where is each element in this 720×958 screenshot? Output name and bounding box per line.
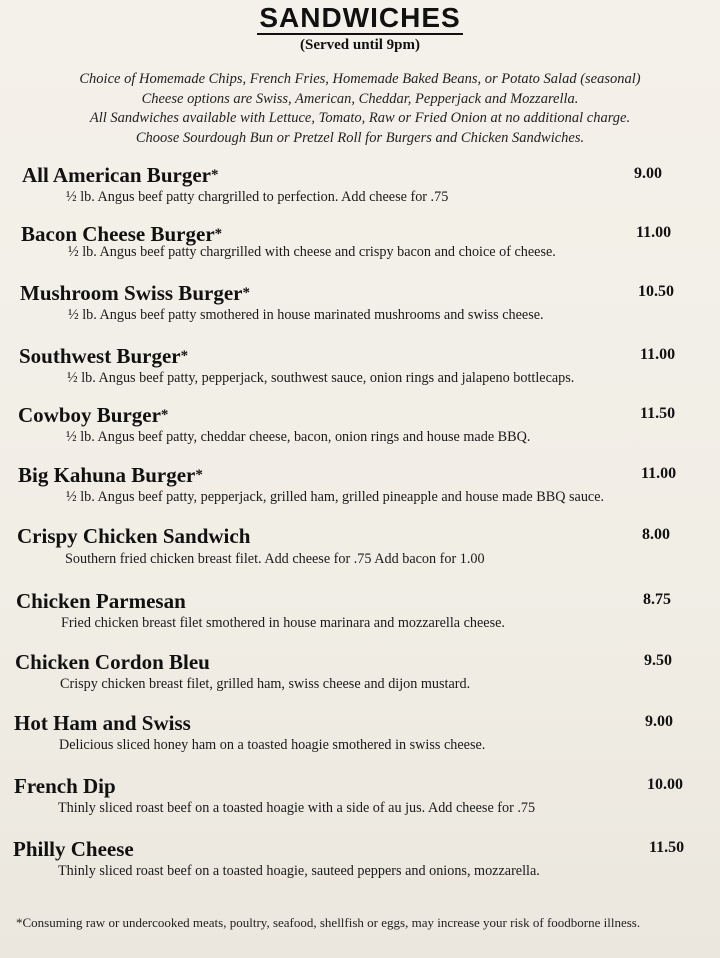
- item-name: Big Kahuna Burger*: [18, 463, 203, 487]
- item-name: Chicken Parmesan: [16, 589, 186, 613]
- menu-item: [0, 463, 720, 523]
- item-star: *: [214, 226, 223, 242]
- item-name: Mushroom Swiss Burger*: [20, 281, 250, 305]
- item-star: *: [160, 407, 169, 423]
- item-description: Southern fried chicken breast filet. Add cheese for .75 Add bacon for 1.00: [65, 551, 485, 567]
- item-name: Crispy Chicken Sandwich: [17, 524, 251, 548]
- item-description: ½ lb. Angus beef patty chargrilled with cheese and crispy bacon and choice of cheese.: [68, 244, 556, 260]
- item-name: Hot Ham and Swiss: [14, 711, 191, 735]
- item-price: 8.75: [643, 591, 671, 608]
- intro-block: [0, 70, 720, 148]
- item-description: ½ lb. Angus beef patty, pepperjack, southwest sauce, onion rings and jalapeno bottlecaps.: [67, 370, 575, 386]
- item-description: Fried chicken breast filet smothered in house marinara and mozzarella cheese.: [61, 615, 505, 631]
- item-star: *: [242, 285, 250, 301]
- item-price: 9.50: [644, 652, 672, 669]
- item-name: Cowboy Burger*: [18, 403, 169, 427]
- item-name: Philly Cheese: [13, 837, 134, 861]
- item-price: 10.00: [647, 776, 683, 793]
- item-price: 10.50: [638, 283, 674, 300]
- item-description: Delicious sliced honey ham on a toasted hoagie smothered in swiss cheese.: [59, 737, 486, 753]
- menu-item: [0, 524, 720, 584]
- item-star: *: [210, 167, 219, 183]
- item-price: 8.00: [642, 526, 670, 543]
- health-disclaimer: *Consuming raw or undercooked meats, poultry, seafood, shellfish or eggs, may increase your risk of foodborne illness.: [16, 915, 641, 930]
- item-name: Bacon Cheese Burger*: [21, 222, 223, 246]
- item-name: Chicken Cordon Bleu: [15, 650, 210, 674]
- item-description: ½ lb. Angus beef patty smothered in house marinated mushrooms and swiss cheese.: [68, 307, 544, 323]
- menu-item: [0, 837, 720, 897]
- item-price: 11.50: [649, 839, 685, 856]
- item-price: 11.50: [640, 405, 676, 422]
- menu-item: [0, 650, 720, 710]
- intro-line: All Sandwiches available with Lettuce, Tomato, Raw or Fried Onion at no additional charge.: [89, 110, 631, 126]
- menu-item: [0, 222, 720, 282]
- menu-title: [0, 2, 720, 34]
- item-description: Thinly sliced roast beef on a toasted hoagie, sauteed peppers and onions, mozzarella.: [58, 863, 540, 879]
- menu-item: [0, 344, 720, 404]
- item-price: 11.00: [641, 465, 677, 482]
- menu-item: [0, 774, 720, 834]
- item-name: French Dip: [14, 774, 116, 798]
- menu-item: [0, 711, 720, 771]
- item-star: *: [195, 467, 203, 483]
- intro-line: Choose Sourdough Bun or Pretzel Roll for Burgers and Chicken Sandwiches.: [135, 129, 585, 146]
- item-description: ½ lb. Angus beef patty, pepperjack, grilled ham, grilled pineapple and house made BBQ sauce.: [66, 489, 605, 505]
- menu-item: [0, 589, 720, 649]
- item-price: 11.00: [640, 346, 676, 363]
- served-until: (Served until 9pm): [300, 37, 420, 53]
- menu-item: [0, 163, 720, 223]
- intro-line: Cheese options are Swiss, American, Cheddar, Pepperjack and Mozzarella.: [141, 90, 579, 107]
- item-name: All American Burger*: [22, 163, 219, 187]
- item-price: 11.00: [636, 224, 672, 241]
- item-star: *: [180, 348, 189, 364]
- menu-title-text: SANDWICHES: [259, 2, 461, 33]
- item-price: 9.00: [645, 713, 673, 730]
- intro-line: Choice of Homemade Chips, French Fries, Homemade Baked Beans, or Potato Salad (seasonal): [79, 71, 641, 87]
- item-description: Crispy chicken breast filet, grilled ham, swiss cheese and dijon mustard.: [60, 676, 471, 692]
- item-price: 9.00: [634, 165, 662, 182]
- item-name: Southwest Burger*: [19, 344, 189, 368]
- menu-item: [0, 281, 720, 341]
- item-description: ½ lb. Angus beef patty, cheddar cheese, bacon, onion rings and house made BBQ.: [66, 429, 531, 445]
- item-description: Thinly sliced roast beef on a toasted hoagie with a side of au jus. Add cheese for .75: [58, 800, 536, 816]
- menu-item: [0, 403, 720, 463]
- item-description: ½ lb. Angus beef patty chargrilled to perfection. Add cheese for .75: [66, 189, 449, 205]
